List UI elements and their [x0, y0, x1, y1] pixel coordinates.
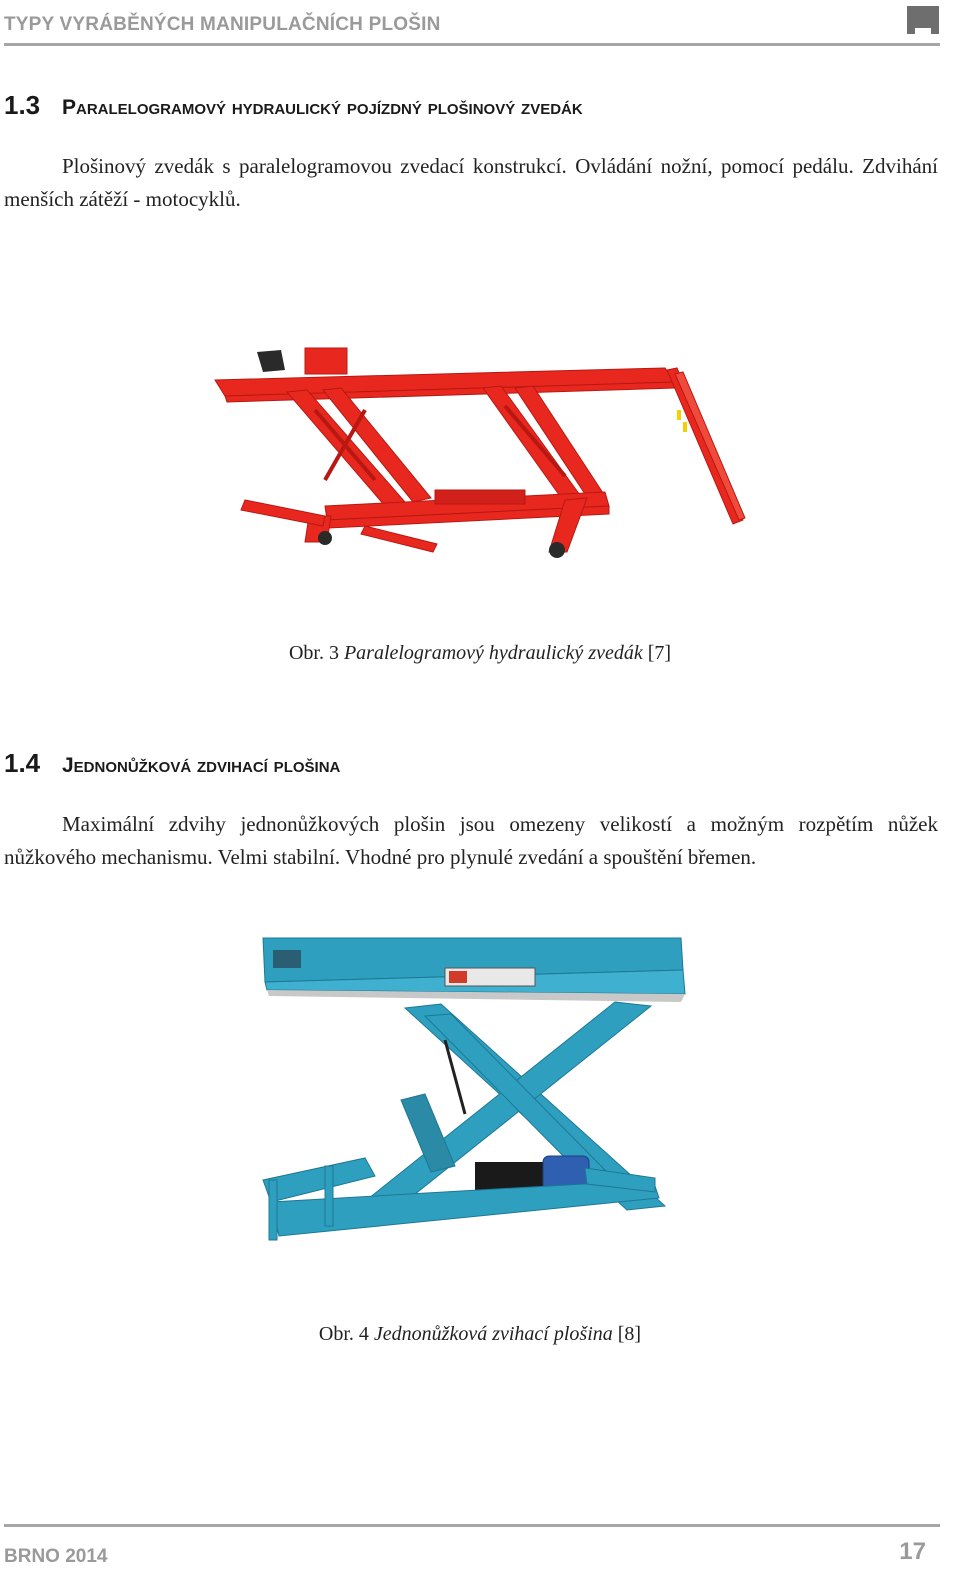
page-number: 17: [899, 1538, 926, 1565]
university-logo-icon: [906, 4, 940, 36]
section-title: Paralelogramový hydraulický pojízdný plošinový zvedák: [62, 96, 583, 119]
page-footer: [4, 1524, 940, 1584]
caption-reference: [8]: [617, 1323, 642, 1345]
caption-label: Obr. 3: [288, 642, 339, 664]
parallelogram-lift-illustration: [205, 330, 755, 580]
scissor-lift-illustration: [255, 930, 695, 1270]
header-rule: [4, 43, 940, 46]
section-number: 1.4: [4, 748, 41, 778]
section-title: Jednonůžková zdvihací plošina: [62, 754, 341, 777]
body-paragraph-1-3: Plošinový zvedák s paralelogramovou zvedací konstrukcí. Ovládání nožní, pomocí pedálu. Zdvihání menších zátěží - motocyklů.: [4, 154, 938, 211]
section-number: 1.3: [4, 90, 41, 120]
section-heading-1-3: [4, 90, 583, 121]
running-title: TYPY VYRÁBĚNÝCH MANIPULAČNÍCH PLOŠIN: [4, 14, 441, 35]
footer-rule: [4, 1524, 940, 1527]
caption-reference: [7]: [647, 642, 672, 664]
footer-location-year: BRNO 2014: [4, 1546, 108, 1567]
body-paragraph-1-4: Maximální zdvihy jednonůžkových plošin jsou omezeny velikostí a možným rozpětím nůžek nůžkového mechanismu. Velmi stabilní. Vhodné pro plynulé zvedání a spouštění břemen.: [4, 812, 938, 869]
section-heading-1-4: [4, 748, 340, 779]
caption-title: Paralelogramový hydraulický zvedák: [343, 642, 643, 664]
figure-caption-4: [0, 1323, 960, 1346]
caption-label: Obr. 4: [318, 1323, 369, 1345]
figure-caption-3: [0, 642, 960, 665]
caption-title: Jednonůžková zvihací plošina: [373, 1323, 613, 1345]
page-header: [4, 12, 940, 48]
